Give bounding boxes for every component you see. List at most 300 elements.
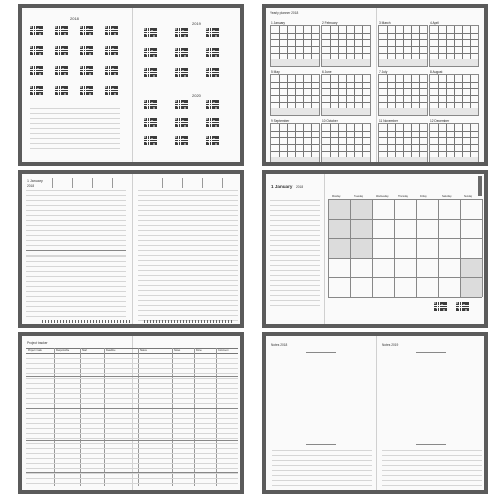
note-line (270, 225, 320, 226)
month-grid (321, 119, 371, 165)
month-grid (429, 21, 479, 67)
grid-line (430, 137, 478, 138)
note-line (138, 310, 238, 311)
note-line (138, 200, 238, 201)
month-grid (378, 70, 428, 116)
month-grid-label: 6 June (322, 70, 332, 74)
day-cell (186, 143, 188, 145)
note-line (270, 205, 320, 206)
mini-month-days (175, 28, 188, 37)
note-line (26, 306, 126, 307)
note-line (270, 280, 320, 281)
grid-line (328, 219, 482, 220)
spine (132, 8, 133, 162)
ruler-tick (129, 320, 130, 323)
shaded-row (379, 59, 427, 66)
grid-line (322, 88, 370, 89)
mini-month-days (105, 46, 118, 55)
ruler-tick (228, 320, 229, 323)
table-row-line (26, 373, 238, 374)
note-line (26, 190, 126, 191)
day-cell (116, 93, 118, 95)
mini-month-days (175, 48, 188, 57)
day-cell (217, 55, 219, 57)
note-line (26, 230, 126, 231)
mini-month (434, 302, 447, 311)
grid-line (430, 151, 478, 152)
heading-rule (416, 444, 446, 445)
note-line (26, 225, 126, 226)
day-divider (162, 178, 163, 188)
mini-month (456, 302, 469, 311)
heading-rule (416, 352, 446, 353)
mini-month (206, 48, 219, 57)
ruler-tick (66, 320, 67, 323)
day-cell (445, 309, 447, 311)
grid-line (271, 46, 319, 47)
day-cell (186, 75, 188, 77)
group-divider (26, 472, 238, 473)
note-line (138, 220, 238, 221)
mini-month-days (105, 86, 118, 95)
note-line (30, 128, 120, 129)
grid-line (482, 199, 483, 297)
mini-month (175, 136, 188, 145)
ruler-tick (117, 320, 118, 323)
grid-line (394, 199, 395, 297)
note-line (272, 485, 372, 486)
week-date-label: 1 January (27, 179, 43, 183)
grid-line (322, 137, 370, 138)
mini-month-days (175, 100, 188, 109)
ruler-tick (171, 320, 172, 323)
note-line (272, 460, 372, 461)
grid-line (271, 88, 319, 89)
day-cell (41, 33, 43, 35)
month-grid (270, 119, 320, 165)
note-line (382, 450, 482, 451)
day-divider (52, 178, 53, 188)
ruler-tick (189, 320, 190, 323)
mini-month (206, 136, 219, 145)
shaded-row (430, 59, 478, 66)
mini-month-days (144, 68, 157, 77)
mini-month-days (55, 86, 68, 95)
ruler-tick (168, 320, 169, 323)
mini-month-days (80, 86, 93, 95)
ruler-tick (150, 320, 151, 323)
table-column-header: Notes (174, 349, 181, 352)
grid-line (379, 95, 427, 96)
grid-line (322, 82, 370, 83)
note-line (270, 295, 320, 296)
grid-line (322, 131, 370, 132)
month-grid-label: 10 October (322, 119, 338, 123)
note-line (26, 291, 126, 292)
note-line (26, 215, 126, 216)
mini-month (105, 66, 118, 75)
ruler-tick (60, 320, 61, 323)
mini-month-days (30, 86, 43, 95)
note-line (138, 245, 238, 246)
note-line (138, 230, 238, 231)
group-divider (26, 440, 238, 441)
grid-line (328, 277, 482, 278)
grid-line (379, 39, 427, 40)
table-column-header: Deadline (106, 349, 116, 352)
mini-month (144, 48, 157, 57)
table-column-header: Responsible (56, 349, 70, 352)
day-cell (155, 35, 157, 37)
ruler-tick (156, 320, 157, 323)
ruler-tick (42, 320, 43, 323)
note-line (138, 260, 238, 261)
day-cell (217, 125, 219, 127)
note-line (270, 215, 320, 216)
ribbon-marker (478, 176, 482, 196)
ruler-tick (96, 320, 97, 323)
note-line (30, 113, 120, 114)
grid-line (328, 199, 329, 297)
note-line (270, 240, 320, 241)
note-line (30, 108, 120, 109)
note-line (270, 250, 320, 251)
mini-month-days (80, 26, 93, 35)
spread-weekly[interactable] (18, 170, 244, 328)
mini-month (206, 100, 219, 109)
mini-month (144, 118, 157, 127)
day-divider (202, 178, 203, 188)
note-line (138, 285, 238, 286)
group-divider (26, 408, 238, 409)
mini-month-days (30, 66, 43, 75)
ruler-tick (81, 320, 82, 323)
ruler-tick (177, 320, 178, 323)
ruler-tick (222, 320, 223, 323)
note-line (138, 225, 238, 226)
weekday-label: Thursday (398, 195, 408, 198)
grid-line (271, 151, 319, 152)
table-row-line (26, 458, 238, 459)
mini-month-days (206, 100, 219, 109)
grid-line (430, 82, 478, 83)
grid-line (271, 131, 319, 132)
mini-month (206, 68, 219, 77)
grid-line (271, 53, 319, 54)
grid-line (430, 95, 478, 96)
day-cell (217, 143, 219, 145)
grid-line (430, 88, 478, 89)
grid-line (271, 33, 319, 34)
note-line (26, 235, 126, 236)
ruler-tick (78, 320, 79, 323)
mini-month (144, 100, 157, 109)
note-line (382, 480, 482, 481)
mini-month (55, 66, 68, 75)
mini-month (144, 136, 157, 145)
table-row-line (26, 398, 238, 399)
day-cell (91, 73, 93, 75)
note-line (270, 235, 320, 236)
ruler-tick (195, 320, 196, 323)
grid-line (379, 33, 427, 34)
mini-month (30, 86, 43, 95)
mini-month-days (456, 302, 469, 311)
note-line (270, 290, 320, 291)
weekday-label: Friday (420, 195, 427, 198)
note-line (270, 230, 320, 231)
month-grid-label: 7 July (379, 70, 388, 74)
note-line (270, 300, 320, 301)
mini-month (55, 86, 68, 95)
note-line (270, 285, 320, 286)
note-line (26, 245, 126, 246)
note-line (26, 205, 126, 206)
mini-month-days (206, 118, 219, 127)
month-grid-label: 11 November (379, 119, 398, 123)
ruler-tick (183, 320, 184, 323)
note-line (270, 255, 320, 256)
note-line (270, 245, 320, 246)
table-row-line (26, 403, 238, 404)
spine (132, 174, 133, 324)
ruler-tick (204, 320, 205, 323)
note-line (382, 470, 482, 471)
mini-month (144, 68, 157, 77)
note-line (26, 220, 126, 221)
month-grid (321, 70, 371, 116)
grid-line (322, 144, 370, 145)
ruler-tick (126, 320, 127, 323)
note-line (270, 270, 320, 271)
grid-line (379, 144, 427, 145)
ruler-tick (231, 320, 232, 323)
ruler-tick (63, 320, 64, 323)
mini-month-days (80, 66, 93, 75)
shaded-row (322, 108, 370, 115)
mini-month (206, 118, 219, 127)
note-line (30, 133, 120, 134)
day-cell (66, 33, 68, 35)
mini-month-days (206, 136, 219, 145)
note-line (270, 275, 320, 276)
ruler-tick (120, 320, 121, 323)
mini-month (80, 66, 93, 75)
day-cell (186, 107, 188, 109)
day-cell (186, 55, 188, 57)
grid-line (271, 144, 319, 145)
note-line (138, 290, 238, 291)
note-line (382, 475, 482, 476)
shaded-row (430, 157, 478, 164)
grid-line (430, 131, 478, 132)
table-row-line (26, 473, 238, 474)
year-right-bottom-label: 2020 (192, 93, 201, 98)
month-grid-label: 3 March (379, 21, 391, 25)
month-title: 1 January (271, 184, 293, 189)
year-right-top-label: 2019 (192, 21, 201, 26)
month-grid-label: 12 December (430, 119, 450, 123)
day-cell (186, 35, 188, 37)
day-cell (155, 75, 157, 77)
day-cell (467, 309, 469, 311)
month-grid (378, 21, 428, 67)
table-column-header: Start (82, 349, 88, 352)
table-row-line (26, 463, 238, 464)
note-line (26, 266, 126, 267)
grid-line (379, 137, 427, 138)
grid-line (322, 33, 370, 34)
mini-month (30, 66, 43, 75)
grid-line (460, 199, 461, 297)
table-row-line (26, 478, 238, 479)
note-line (138, 270, 238, 271)
note-line (26, 296, 126, 297)
mini-month (30, 26, 43, 35)
table-column-header: Project / task (28, 349, 42, 352)
table-column-header: Comment (218, 349, 229, 352)
grid-line (350, 199, 351, 297)
note-line (382, 455, 482, 456)
table-row-line (26, 418, 238, 419)
grid-line (379, 88, 427, 89)
note-line (26, 195, 126, 196)
week-year-label: 2018 (27, 184, 35, 188)
grid-line (416, 199, 417, 297)
ruler-tick (219, 320, 220, 323)
ruler-tick (114, 320, 115, 323)
note-line (270, 200, 320, 201)
table-row-line (26, 448, 238, 449)
spread-monthly[interactable] (262, 170, 488, 328)
note-line (138, 210, 238, 211)
table-row-line (26, 483, 238, 484)
note-line (26, 200, 126, 201)
note-line (138, 235, 238, 236)
ruler-tick (207, 320, 208, 323)
day-cell (66, 73, 68, 75)
day-divider (72, 178, 73, 188)
mini-month-days (144, 100, 157, 109)
table-row-line (26, 428, 238, 429)
shaded-row (379, 157, 427, 164)
notes-left-title: Notes 2018 (271, 343, 288, 347)
mini-month-days (434, 302, 447, 311)
note-line (382, 465, 482, 466)
spread-yearly-planner[interactable] (262, 4, 488, 166)
note-line (270, 220, 320, 221)
shaded-row (322, 157, 370, 164)
spread-notes[interactable] (262, 332, 488, 494)
grid-line (271, 39, 319, 40)
spread-project-tracker[interactable] (18, 332, 244, 494)
table-row-line (26, 443, 238, 444)
note-line (26, 261, 126, 262)
day-cell (41, 93, 43, 95)
mini-month-days (206, 68, 219, 77)
month-grid (270, 21, 320, 67)
month-grid-label: 1 January (271, 21, 285, 25)
grid-line (379, 151, 427, 152)
ruler-tick (216, 320, 217, 323)
grid-line (271, 95, 319, 96)
month-grid-label: 8 August (430, 70, 443, 74)
note-line (138, 240, 238, 241)
month-grid (429, 119, 479, 165)
ruler-tick (153, 320, 154, 323)
day-cell (41, 53, 43, 55)
shaded-row (379, 108, 427, 115)
note-line (270, 260, 320, 261)
note-line (26, 210, 126, 211)
mini-month-days (55, 26, 68, 35)
month-grid (378, 119, 428, 165)
project-tracker-title: Project tracker (27, 341, 48, 345)
table-row-line (26, 438, 238, 439)
mini-month-days (206, 48, 219, 57)
mini-month-days (80, 46, 93, 55)
ruler-tick (105, 320, 106, 323)
ruler-tick (102, 320, 103, 323)
ruler-tick (69, 320, 70, 323)
note-line (138, 265, 238, 266)
header-border (26, 353, 238, 354)
mini-month (55, 26, 68, 35)
note-line (26, 240, 126, 241)
mini-month (144, 28, 157, 37)
month-year: 2018 (296, 185, 304, 189)
note-line (26, 301, 126, 302)
note-line (272, 475, 372, 476)
table-column-header: Done (196, 349, 202, 352)
grid-line (322, 53, 370, 54)
shaded-row (430, 108, 478, 115)
note-line (30, 148, 120, 149)
note-line (272, 470, 372, 471)
mini-month (30, 46, 43, 55)
grid-line (379, 46, 427, 47)
ruler-tick (54, 320, 55, 323)
note-line (138, 215, 238, 216)
ruler-tick (75, 320, 76, 323)
mini-month (175, 48, 188, 57)
note-line (30, 123, 120, 124)
mini-month (80, 26, 93, 35)
spread-year-overview[interactable] (18, 4, 244, 166)
year-left-label: 2018 (70, 16, 79, 21)
month-grid-label: 9 September (271, 119, 290, 123)
note-line (272, 455, 372, 456)
grid-line (322, 95, 370, 96)
grid-line (328, 297, 482, 298)
ruler-tick (123, 320, 124, 323)
mini-month-days (144, 48, 157, 57)
grid-line (322, 102, 370, 103)
shaded-row (271, 59, 319, 66)
ruler-tick (210, 320, 211, 323)
day-divider (182, 178, 183, 188)
table-row-line (26, 413, 238, 414)
weekday-label: Sunday (464, 195, 473, 198)
table-column-header: Status (140, 349, 147, 352)
note-line (138, 205, 238, 206)
note-line (272, 465, 372, 466)
note-line (138, 280, 238, 281)
heading-rule (306, 352, 336, 353)
spine (376, 336, 377, 490)
note-line (26, 286, 126, 287)
ruler-tick (93, 320, 94, 323)
